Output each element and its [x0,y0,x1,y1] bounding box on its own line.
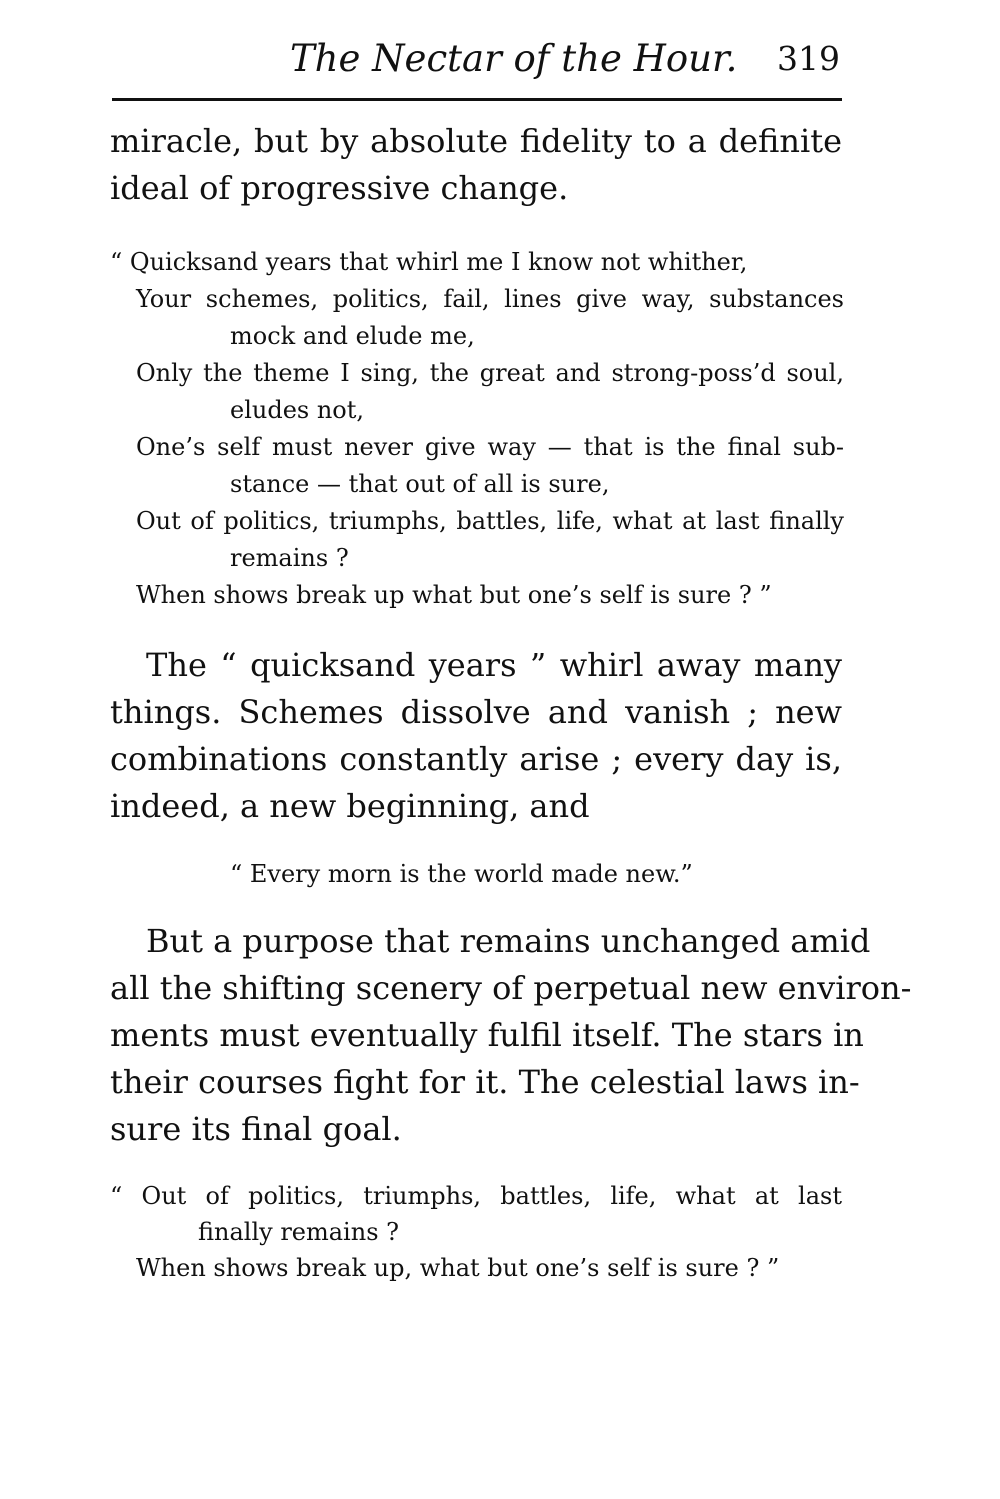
verse-line: When shows break up, what but one’s self is sure ? ” [136,1254,780,1282]
page-number: 319 [777,39,840,78]
paragraph-line: combinations constantly arise ; every day is, [110,740,842,778]
opening-paragraph [110,118,842,212]
paragraph-line: sure its final goal. [110,1110,402,1148]
epigraph: “ Every morn is the world made new.” [230,860,693,888]
paragraph-line: ideal of progressive change. [110,169,569,207]
paragraph-line: all the shifting scenery of perpetual new environ- [110,969,912,1007]
verse-line: mock and elude me, [230,322,475,350]
closing-quote [110,1178,842,1286]
paragraph-line: The “ quicksand years ” whirl away many [146,646,842,684]
verse-line: eludes not, [230,396,365,424]
third-paragraph [110,918,912,1153]
paragraph-line: But a purpose that remains unchanged amid [146,922,871,960]
page-header [110,36,848,82]
second-paragraph [110,642,842,830]
verse-quote [110,244,844,614]
verse-line: Out of politics, triumphs, battles, life, what at last finally [136,507,844,535]
verse-line: Only the theme I sing, the great and strong-poss’d soul, [136,359,844,387]
verse-line: “ Out of politics, triumphs, battles, life, what at last [110,1182,842,1210]
paragraph-line: indeed, a new beginning, and [110,787,590,825]
paragraph-line: ments must eventually fulfil itself. The stars in [110,1016,864,1054]
verse-line: finally remains ? [198,1218,399,1246]
verse-line: Your schemes, politics, fail, lines give way, substances [136,285,844,313]
verse-line: stance — that out of all is sure, [230,470,610,498]
paragraph-line: miracle, but by absolute fidelity to a definite [110,122,842,160]
verse-line: “ Quicksand years that whirl me I know not whither, [110,248,748,276]
paragraph-line: their courses fight for it. The celestial laws in- [110,1063,860,1101]
verse-line: One’s self must never give way — that is the final sub- [136,433,844,461]
header-rule [112,98,842,101]
running-title: The Nectar of the Hour. [290,37,738,80]
verse-line: When shows break up what but one’s self is sure ? ” [136,581,772,609]
paragraph-line: things. Schemes dissolve and vanish ; new [110,693,842,731]
verse-line: remains ? [230,544,349,572]
